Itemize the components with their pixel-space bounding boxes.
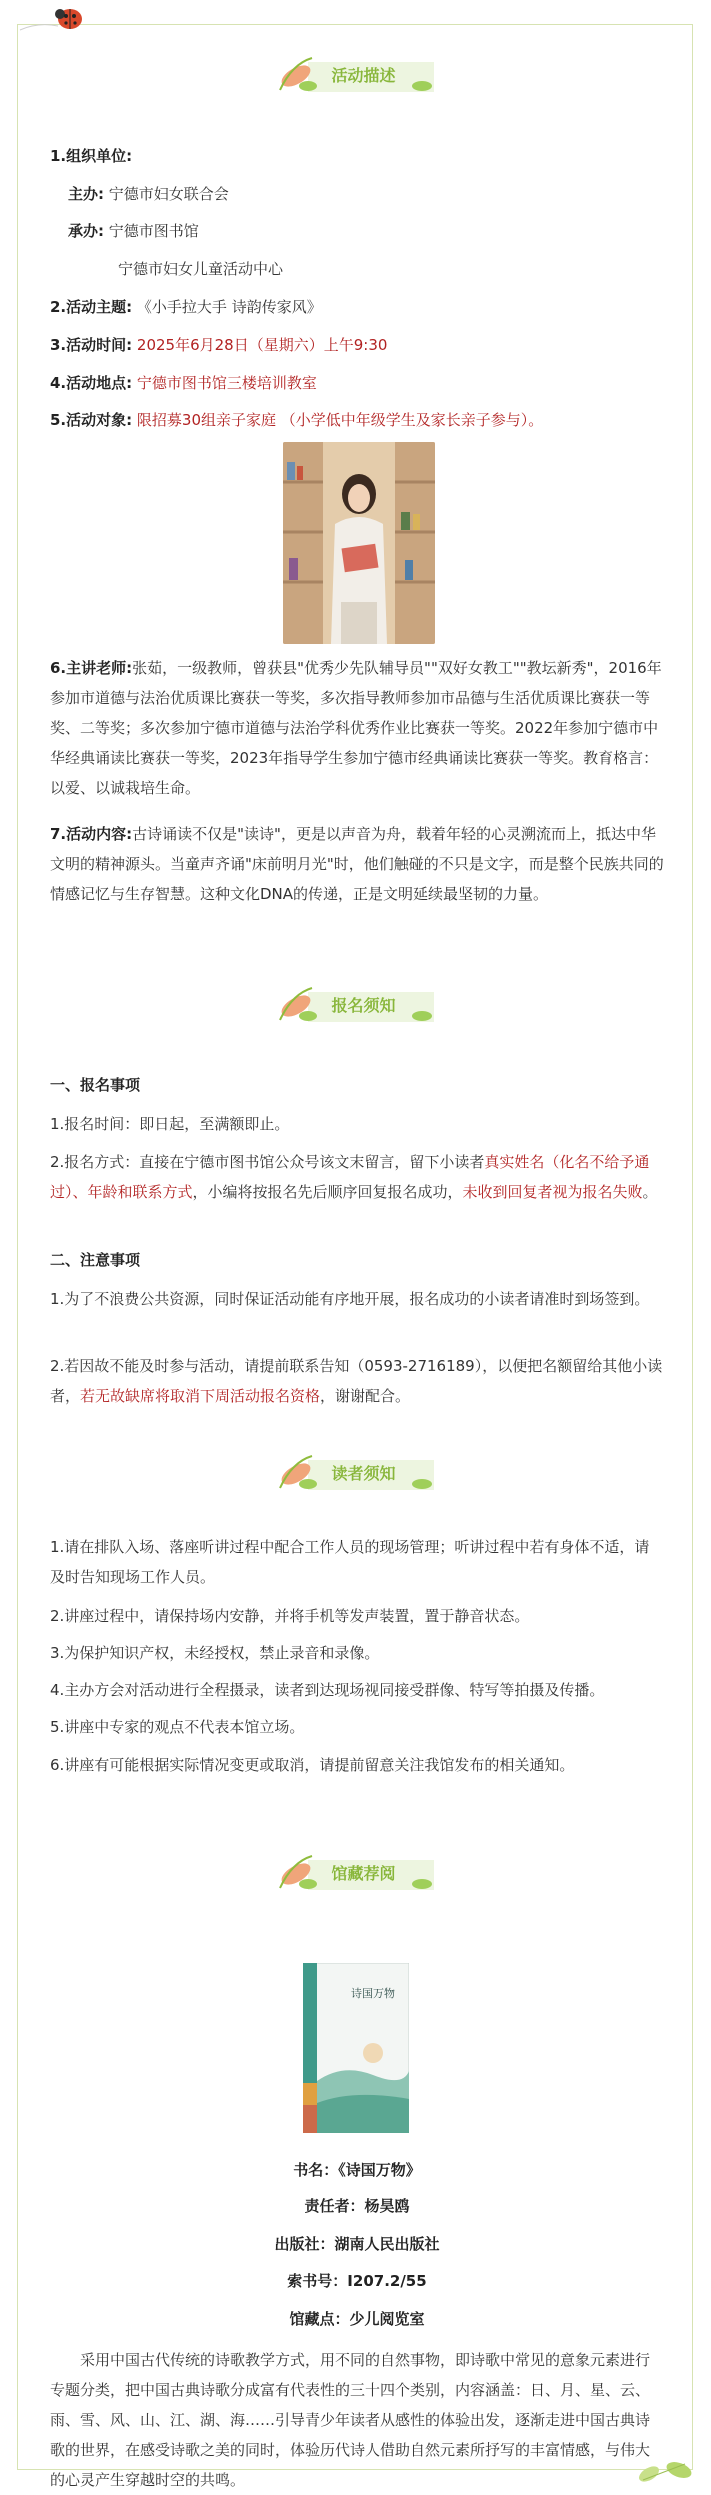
time-line [50,330,664,360]
section-header-collection [272,1848,440,1898]
registration-item-2 [50,1147,664,1207]
speaker-label: 6.主讲老师: [50,659,133,677]
theme-label: 2.活动主题: [50,298,133,316]
speaker-photo [283,442,435,644]
section-title: 报名须知 [331,996,396,1015]
section-title: 读者须知 [331,1464,396,1483]
notice-item-2-highlight: 若无故缺席将取消下周活动报名资格 [80,1387,321,1405]
location-label: 4.活动地点: [50,374,133,392]
reader-item-3: 3.为保护知识产权，未经授权，禁止录音和录像。 [50,1644,380,1662]
section-title: 馆藏荐阅 [331,1864,396,1883]
organizer-label: 承办: [68,222,104,240]
registration-item-2-text-b: ，小编将按报名先后顺序回复报名成功， [192,1183,463,1201]
reader-item-2: 2.讲座过程中，请保持场内安静，并将手机等发声装置，置于静音状态。 [50,1607,530,1625]
organizer-value-2: 宁德市妇女儿童活动中心 [118,260,284,278]
content-label: 7.活动内容: [50,825,133,843]
book-description: 采用中国古代传统的诗歌教学方式，用不同的自然事物，即诗歌中常见的意象元素进行专题分类，把中国古典诗歌分成富有代表性的三十四个类别，内容涵盖：日、月、星、云、雨、雪、风、山、江、湖、海……引导青少年读者从感性的体验出发，逐渐走进中国古典诗歌的世界，在感受诗歌之美的同时，体验历代诗人借助自然元素所抒写的丰富情感，与伟大的心灵产生穿越时空的共鸣。 [50,2351,651,2489]
reader-item-1: 1.请在排队入场、落座听讲过程中配合工作人员的现场管理；听讲过程中若有身体不适，请及时告知现场工作人员。 [50,1538,650,1586]
time-label: 3.活动时间: [50,336,133,354]
reader-item-5: 5.讲座中专家的观点不代表本馆立场。 [50,1718,305,1736]
notice-item-2-text-b: ，谢谢配合。 [320,1387,411,1405]
host-value: 宁德市妇女联合会 [108,185,229,203]
theme-line [50,292,664,322]
registration-heading-1: 一、报名事项 [50,1076,141,1094]
book-cover-title: 诗国万物 [351,1987,395,2000]
target-line [50,405,664,435]
section-header-reader [272,1448,440,1498]
registration-item-2-text-a: 2.报名方式：直接在宁德市图书馆公众号该文末留言，留下小读者 [50,1153,485,1171]
host-line [68,179,682,209]
organizer-line [68,216,682,246]
section-title: 活动描述 [331,66,396,85]
ladybug-icon [18,2,90,36]
section-header-registration [272,980,440,1030]
speaker-text: 张茹，一级教师，曾获县"优秀少先队辅导员""双好女教工""教坛新秀"，2016年参加市道德与法治优质课比赛获一等奖，多次指导教师参加市品德与生活优质课比赛获一等奖、二等奖；多次参加宁德市道德与法治学科优秀作业比赛获一等奖。2022年参加宁德市中华经典诵读比赛获一等奖，2023年指导学生参加宁德市经典诵读比赛获一等奖。教育格言：以爱、以诚栽培生命。 [50,659,662,797]
speaker-photo-illustration [283,442,435,644]
registration-heading-2: 二、注意事项 [50,1251,141,1269]
organizer-line-2 [118,254,711,284]
organizer-value-1: 宁德市图书馆 [108,222,199,240]
content-text: 古诗诵读不仅是"读诗"，更是以声音为舟，载着年轻的心灵溯流而上，抵达中华文明的精神源头。当童声齐诵"床前明月光"时，他们触碰的不只是文字，而是整个民族共同的情感记忆与生存智慧。这种文化DNA的传递，正是文明延续最坚韧的力量。 [50,825,664,903]
notice-item-2 [50,1351,664,1411]
book-publisher: 出版社：湖南人民出版社 [274,2235,440,2253]
notice-item-1: 1.为了不浪费公共资源，同时保证活动能有序地开展，报名成功的小读者请准时到场签到。 [50,1290,650,1308]
reader-item-6: 6.讲座有可能根据实际情况变更或取消，请提前留意关注我馆发布的相关通知。 [50,1756,575,1774]
registration-item-1: 1.报名时间：即日起，至满额即止。 [50,1115,290,1133]
org-label-line [50,141,664,171]
book-cover-illustration [303,1963,409,2133]
theme-value: 《小手拉大手 诗韵传家风》 [136,298,322,316]
time-value: 2025年6月28日（星期六）上午9:30 [136,336,388,354]
registration-item-2-highlight-2: 未收到回复者视为报名失败 [462,1183,643,1201]
section-header-activity [272,50,440,100]
book-cover [303,1963,409,2133]
host-label: 主办: [68,185,104,203]
content-paragraph [50,819,664,909]
book-call-number: 索书号：I207.2/55 [287,2272,427,2290]
registration-item-2-highlight-1: 真实姓名（化名不给予通过）、年龄和联系方式 [50,1153,650,1201]
speaker-paragraph [50,653,664,803]
book-location: 馆藏点：少儿阅览室 [289,2310,425,2328]
target-value: 限招募30组亲子家庭 （小学低中年级学生及家长亲子参与）。 [136,411,544,429]
org-label: 1.组织单位: [50,147,133,165]
book-name: 书名：《诗国万物》 [293,2161,421,2179]
notice-item-2-text-a: 2.若因故不能及时参与活动，请提前联系告知（0593-2716189），以便把名额留给其他小读者， [50,1357,663,1405]
book-editor: 责任者：杨昊鸥 [304,2197,410,2215]
location-value: 宁德市图书馆三楼培训教室 [136,374,317,392]
target-label: 5.活动对象: [50,411,133,429]
location-line [50,368,664,398]
registration-item-2-text-c: 。 [642,1183,658,1201]
reader-item-4: 4.主办方会对活动进行全程摄录，读者到达现场视同接受群像、特写等拍摄及传播。 [50,1681,605,1699]
